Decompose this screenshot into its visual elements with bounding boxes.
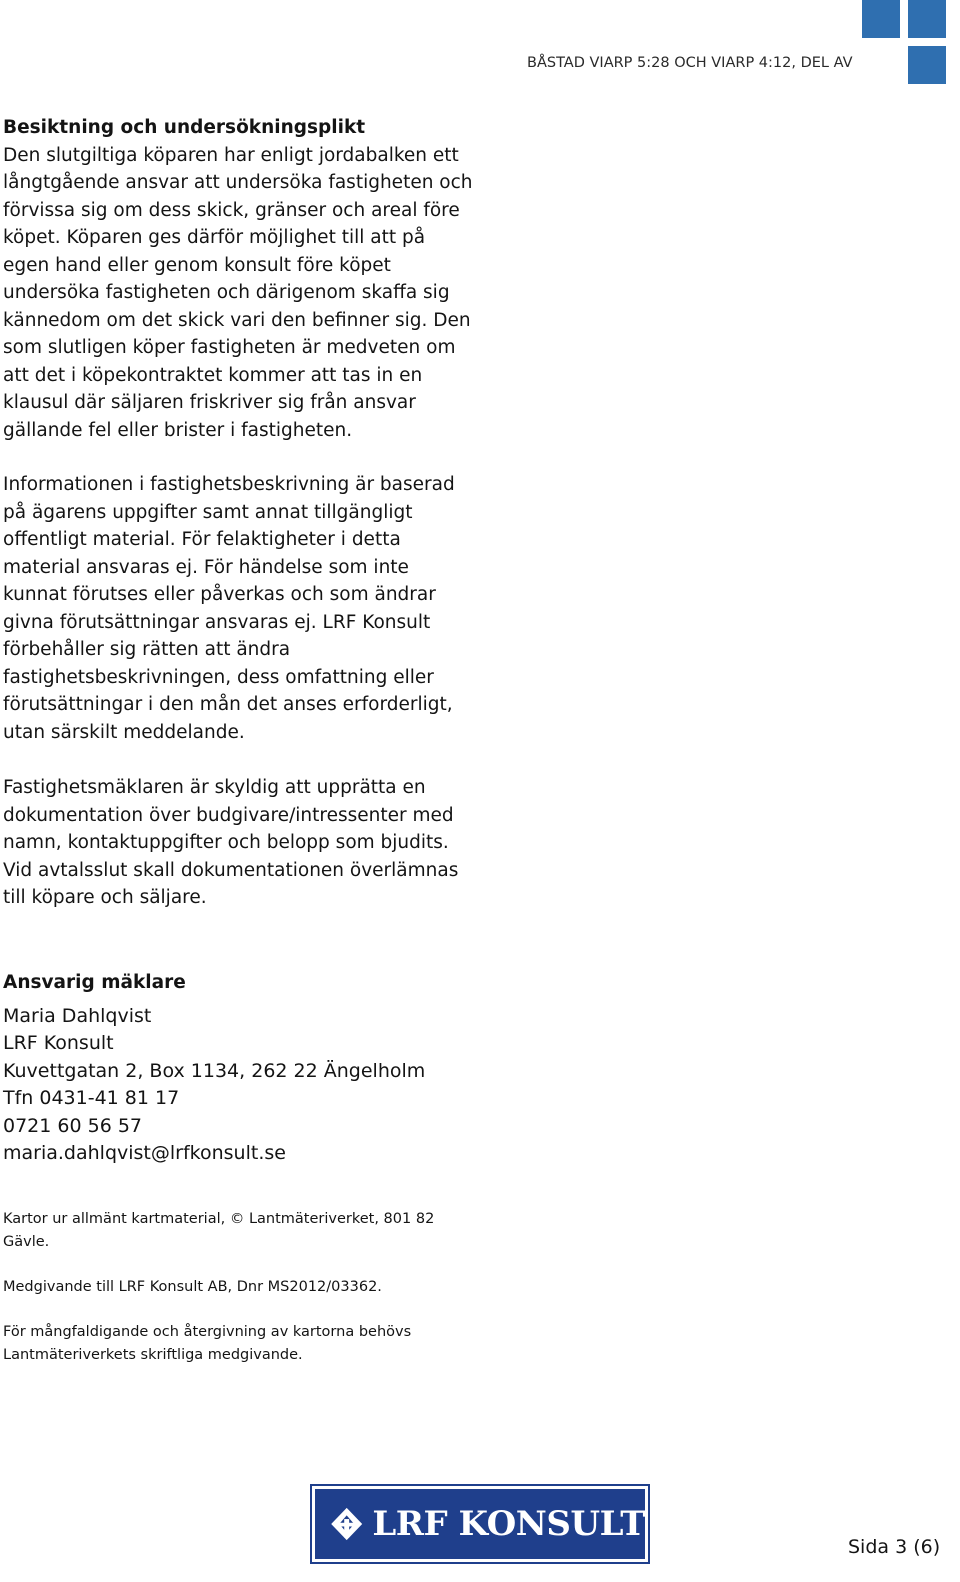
- inspection-section: [3, 114, 473, 444]
- broker-section: [3, 969, 473, 1168]
- broker-phone: Tfn 0431-41 81 17: [3, 1087, 180, 1109]
- broker-mobile: 0721 60 56 57: [3, 1114, 143, 1137]
- reproduction-note: För mångfaldigande och återgivning av kartorna behövs Lantmäteriverkets skriftliga medgivande.: [3, 1324, 412, 1363]
- broker-name: Maria Dahlqvist: [3, 1004, 152, 1027]
- broker-email[interactable]: maria.dahlqvist@lrfkonsult.se: [3, 1142, 286, 1164]
- page-number: Sida 3 (6): [848, 1536, 941, 1558]
- inspection-heading: Besiktning och undersökningsplikt: [3, 117, 366, 138]
- permission-note: Medgivande till LRF Konsult AB, Dnr MS2012/03362.: [3, 1279, 382, 1295]
- header-decor-square: [862, 0, 900, 38]
- inspection-text: Den slutgiltiga köparen har enligt jordabalken ett långtgående ansvar att undersöka fastigheten och förvissa sig om dess skick, gränser och areal före köpet. Köparen ges därför möjlighet till att på egen hand eller genom konsult före köpet undersöka fastigheten och därigenom skaffa sig kännedom om det skick vari den befinner sig. Den som slutligen köper fastigheten är medveten om att det i köpekontraktet kommer att tas in en klausul där säljaren friskriver sig från ansvar gällande fel eller brister i fastigheten.: [3, 144, 473, 441]
- documentation-section: [3, 774, 473, 912]
- lrf-konsult-logo: [312, 1486, 648, 1562]
- information-section: [3, 471, 473, 746]
- lrf-emblem-icon: [325, 1494, 368, 1554]
- document-header-title: BÅSTAD VIARP 5:28 OCH VIARP 4:12, DEL AV: [527, 55, 853, 71]
- logo-text: LRF KONSULT: [372, 1504, 645, 1544]
- notes-section: [3, 1208, 473, 1367]
- broker-heading: Ansvarig mäklare: [3, 972, 186, 993]
- maps-note: Kartor ur allmänt kartmaterial, © Lantmäteriverket, 801 82 Gävle.: [3, 1211, 435, 1250]
- broker-address: Kuvettgatan 2, Box 1134, 262 22 Ängelholm: [3, 1059, 426, 1082]
- information-text: Informationen i fastighetsbeskrivning är baserad på ägarens uppgifter samt annat tillgängligt offentligt material. För felaktigheter i detta material ansvaras ej. För händelse som inte kunnat förutses eller påverkas och som ändrar givna förutsättningar ansvaras ej. LRF Konsult förbehåller sig rätten att ändra fastighetsbeskrivningen, dess omfattning eller förutsättningar i den mån det anses erforderligt, utan särskilt meddelande.: [3, 474, 455, 743]
- broker-company: LRF Konsult: [3, 1032, 114, 1054]
- documentation-text: Fastighetsmäklaren är skyldig att upprätta en dokumentation över budgivare/intressenter med namn, kontaktuppgifter och belopp som bjudits. Vid avtalsslut skall dokumentationen överlämnas till köpare och säljare.: [3, 777, 459, 908]
- header-decor-square: [908, 0, 946, 38]
